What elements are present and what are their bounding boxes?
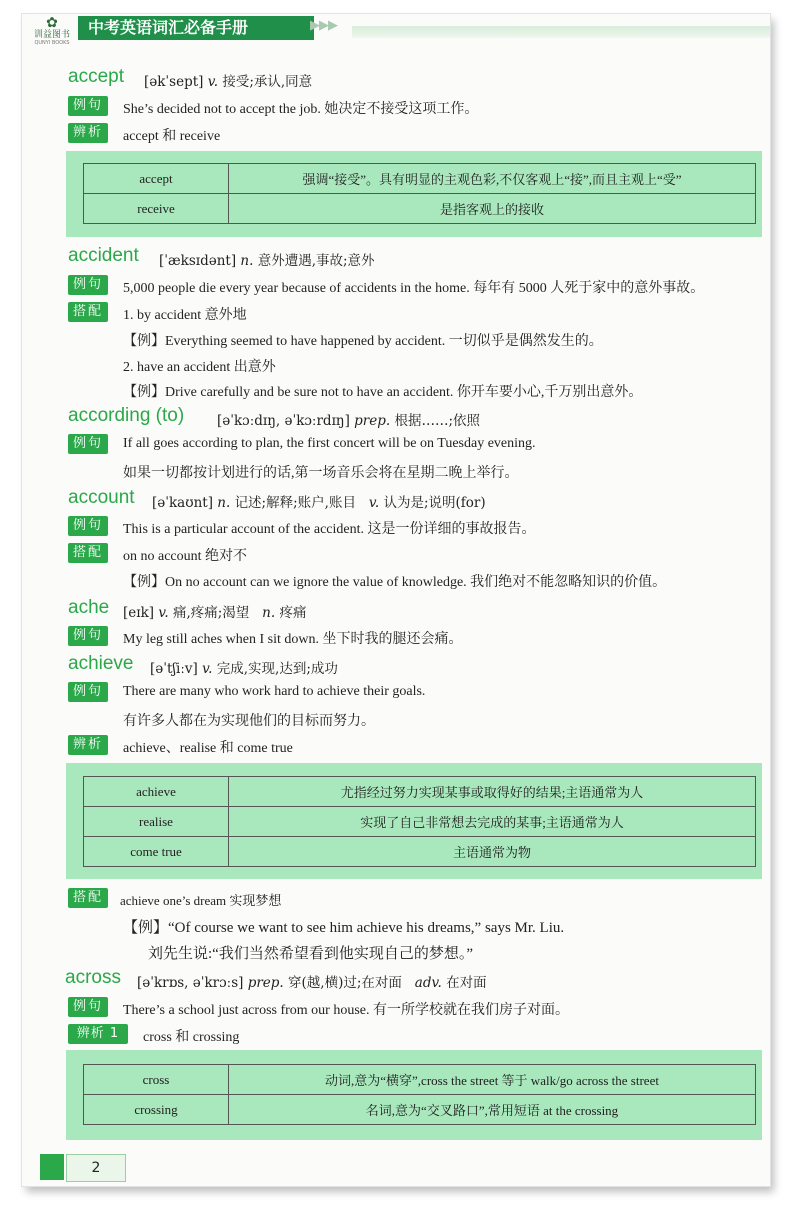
example-translation: 有许多人都在为实现他们的目标而努力。	[123, 714, 375, 729]
table-row: come true 主语通常为物	[84, 837, 756, 867]
example-sentence: 5,000 people die every year because of accidents in the home. 每年有 5000 人死于家中的意外事故。	[123, 281, 705, 296]
collocation-tag: 搭配	[68, 543, 108, 563]
phonetic-ache: [eɪk] v. 痛,疼痛;渴望 n. 疼痛	[123, 605, 307, 621]
phonetic-accept: [əkˈsept] v. 接受;承认,同意	[144, 74, 313, 90]
collocation-item: achieve one’s dream 实现梦想	[120, 893, 282, 908]
table-row: accept 强调“接受”。具有明显的主观色彩,不仅客观上“接”,而且主观上“受”	[84, 164, 756, 194]
example-translation: 刘先生说:“我们当然希望看到他实现自己的梦想。”	[148, 946, 473, 962]
collocation-example: 【例】Everything seemed to have happened by accident. 一切似乎是偶然发生的。	[123, 334, 603, 349]
comparison-table-across	[66, 1050, 762, 1140]
analysis-tag: 辨析	[68, 735, 108, 755]
header-rule	[352, 26, 770, 38]
table-row: achieve 尤指经过努力实现某事或取得好的结果;主语通常为人	[84, 777, 756, 807]
comparison-table-accept	[66, 151, 762, 237]
example-tag: 例句	[68, 626, 108, 646]
headword-across: across	[65, 967, 121, 988]
analysis-tag: 辨析 1	[68, 1024, 128, 1044]
example-translation: 如果一切都按计划进行的话,第一场音乐会将在星期二晚上举行。	[123, 466, 519, 481]
table-row: receive 是指客观上的接收	[84, 194, 756, 224]
example-sentence: If all goes according to plan, the first concert will be on Tuesday evening.	[123, 436, 536, 451]
analysis-tag: 辨析	[68, 123, 108, 143]
collocation-example: 【例】“Of course we want to see him achieve his dreams,” says Mr. Liu.	[123, 920, 565, 936]
headword-accept: accept	[68, 66, 124, 87]
table-row: crossing 名词,意为“交叉路口”,常用短语 at the crossing	[84, 1095, 756, 1125]
example-tag: 例句	[68, 516, 108, 536]
collocation-example: 【例】On no account can we ignore the value of knowledge. 我们绝对不能忽略知识的价值。	[123, 575, 667, 590]
example-sentence: There’s a school just across from our house. 有一所学校就在我们房子对面。	[123, 1003, 569, 1018]
comparison-table-achieve	[66, 763, 762, 879]
footer-tab	[40, 1154, 64, 1180]
headword-account: account	[68, 487, 135, 508]
headword-ache: ache	[68, 597, 110, 618]
collocation-tag: 搭配	[68, 888, 108, 908]
arrow-icon: ▶▶▶	[310, 18, 337, 33]
example-sentence: My leg still aches when I sit down. 坐下时我的腿还会痛。	[123, 632, 463, 647]
example-sentence: She’s decided not to accept the job. 她决定不接受这项工作。	[123, 102, 479, 117]
collocation-tag: 搭配	[68, 302, 108, 322]
phonetic-according: [əˈkɔːdɪŋ, əˈkɔːrdɪŋ] prep. 根据……;依照	[217, 413, 481, 429]
phonetic-account: [əˈkaʊnt] n. 记述;解释;账户,账目 v. 认为是;说明(for)	[152, 495, 486, 511]
dictionary-page	[22, 14, 770, 1186]
example-tag: 例句	[68, 96, 108, 116]
collocation-item: 2. have an accident 出意外	[123, 360, 276, 375]
collocation-item: 1. by accident 意外地	[123, 308, 247, 323]
phonetic-accident: [ˈæksɪdənt] n. 意外遭遇,事故;意外	[159, 253, 375, 269]
phonetic-across: [əˈkrɒs, əˈkrɔːs] prep. 穿(越,横)过;在对面 adv. 在对面	[137, 975, 487, 991]
table-row: cross 动词,意为“横穿”,cross the street 等于 walk/go across the street	[84, 1065, 756, 1095]
headword-accident: accident	[68, 245, 139, 266]
table-row: realise 实现了自己非常想去完成的某事;主语通常为人	[84, 807, 756, 837]
example-tag: 例句	[68, 434, 108, 454]
example-tag: 例句	[68, 682, 108, 702]
phonetic-achieve: [əˈtʃiːv] v. 完成,实现,达到;成功	[150, 661, 338, 677]
collocation-example: 【例】Drive carefully and be sure not to have an accident. 你开车要小心,千万别出意外。	[123, 385, 643, 400]
headword-achieve: achieve	[68, 653, 134, 674]
page-header	[22, 14, 770, 48]
headword-according: according (to)	[68, 405, 185, 426]
analysis-title: accept 和 receive	[123, 129, 221, 144]
collocation-item: on no account 绝对不	[123, 549, 248, 564]
analysis-title: cross 和 crossing	[143, 1030, 240, 1045]
page-number: 2	[66, 1154, 126, 1182]
example-sentence: This is a particular account of the accident. 这是一份详细的事故报告。	[123, 522, 536, 537]
example-tag: 例句	[68, 275, 108, 295]
example-sentence: There are many who work hard to achieve their goals.	[123, 684, 426, 699]
logo-icon: ✿	[46, 15, 58, 31]
book-title: 中考英语词汇必备手册	[78, 16, 314, 40]
example-tag: 例句	[68, 997, 108, 1017]
analysis-title: achieve、realise 和 come true	[123, 741, 293, 756]
publisher-logo: ✿ 训益图书 QUNYI BOOKS	[28, 16, 76, 46]
